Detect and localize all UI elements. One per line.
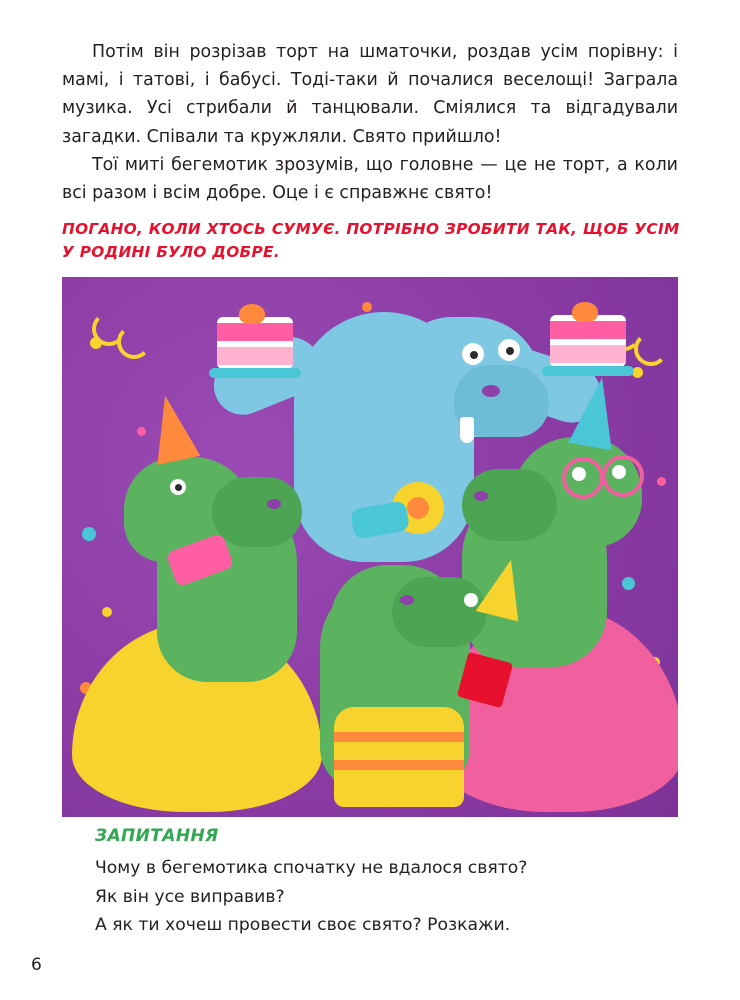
- green-hippo-left-snout: [212, 477, 302, 547]
- green-hippo-left-nostril: [267, 499, 281, 509]
- question-item: А як ти хочеш провести своє свято? Розкажи.: [95, 915, 511, 935]
- cake-topping: [572, 302, 598, 322]
- cake-left: [217, 317, 293, 369]
- page-number: 6: [31, 955, 42, 975]
- cake-layer: [217, 323, 293, 341]
- story-text: [62, 38, 678, 207]
- confetti-dot: [82, 527, 96, 541]
- streamer-swirl: [634, 332, 668, 366]
- green-hippo-right-eye: [612, 465, 626, 479]
- question-item: Чому в бегемотика спочатку не вдалося свято?: [95, 858, 528, 878]
- story-paragraph-1: Потім він розрізав торт на шматочки, роздав усім порівну: і мамі, і татові, і бабусі. Тоді-таки й почалися веселощі! Заграла музика. Усі стрибали й танцювали. Сміялися та відгадували загадки. Співали та кружляли. Свято прийшло!: [62, 42, 678, 147]
- confetti-dot: [622, 577, 635, 590]
- cake-layer: [550, 345, 626, 363]
- cake-plate: [209, 368, 301, 378]
- question-item: Як він усе виправив?: [95, 886, 285, 907]
- confetti-dot: [362, 302, 372, 312]
- blue-hippo-pupil: [506, 347, 514, 355]
- questions-section: [95, 826, 675, 940]
- questions-heading: ЗАПИТАННЯ: [95, 826, 219, 846]
- illustration: [62, 277, 678, 817]
- blue-hippo-nostril: [482, 385, 500, 397]
- cake-topping: [239, 304, 265, 324]
- blue-hippo-tooth: [460, 417, 474, 443]
- blue-hippo-pupil: [470, 351, 478, 359]
- confetti-dot: [102, 607, 112, 617]
- shirt-stripe: [334, 760, 464, 770]
- lollipop-swirl: [407, 497, 429, 519]
- striped-shirt: [334, 707, 464, 807]
- green-hippo-left-pupil: [175, 484, 182, 491]
- confetti-dot: [137, 427, 146, 436]
- green-hippo-right-nostril: [474, 491, 488, 501]
- story-paragraph-2: Тої миті бегемотик зрозумів, що головне — це не торт, а коли всі разом і всім добре. Оце і є справжнє свято!: [62, 154, 678, 204]
- cake-layer: [550, 321, 626, 339]
- green-hippo-center-nostril: [400, 595, 414, 605]
- cake-layer: [217, 347, 293, 365]
- cake-right: [550, 315, 626, 367]
- streamer-swirl: [117, 325, 151, 359]
- green-hippo-center-snout: [392, 577, 487, 647]
- shirt-stripe: [334, 732, 464, 742]
- green-hippo-right-snout: [462, 469, 557, 541]
- moral-highlight: ПОГАНО, КОЛИ ХТОСЬ СУМУЄ. ПОТРІБНО ЗРОБИТИ ТАК, ЩОБ УСІМ У РОДИНІ БУЛО ДОБРЕ.: [62, 220, 680, 261]
- confetti-dot: [657, 477, 666, 486]
- green-hippo-right-eye: [572, 467, 586, 481]
